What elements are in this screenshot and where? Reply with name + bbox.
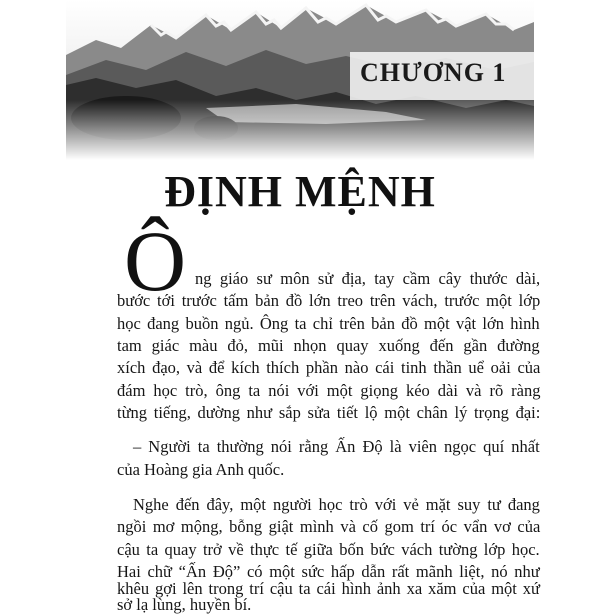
paragraph-line: ngồi mơ mộng, bỗng giật mình và cố gom trí óc vẩn vơ của [117,517,541,536]
quote-line: của Hoàng gia Anh quốc. [117,460,285,479]
paragraph-line: đám học trò, ông ta nói với một giọng kéo dài và rõ ràng [117,381,541,400]
paragraph-line: Hai chữ “Ấn Độ” có một sức hấp dẫn rất mãnh liệt, nó như [117,562,540,581]
paragraph-line: Nghe đến đây, một người học trò với vẻ mặt suy tư đang [133,495,540,514]
paragraph-line: khêu gợi lên trong trí cậu ta cái hình ảnh xa xăm của một xứ [117,579,540,598]
paragraph-line: bước tới trước tấm bản đồ lớn treo trên vách, trước một lớp [117,291,541,310]
paragraph-line: học đang buồn ngủ. Ông ta chỉ trên bản đồ một vật lớn hình [117,314,540,333]
drop-cap: Ô [124,213,187,309]
paragraph-line: xích đạo, và để kích thích phần nào cái tinh thần uể oải của [117,358,541,377]
paragraph-line: từng tiếng, dường như sắp sửa tiết lộ một chân lý trọng đại: [117,403,541,422]
paragraph-line: tam giác màu đỏ, mũi nhọn quay xuống đến gần đường [117,336,540,355]
paragraph-line: ng giáo sư môn sử địa, tay cầm cây thước dài, [195,269,541,288]
chapter-title: ĐỊNH MỆNH [164,167,436,216]
quote-line: – Người ta thường nói rằng Ấn Độ là viên ngọc quí nhất [133,437,540,456]
chapter-label: CHƯƠNG 1 [360,58,507,87]
paragraph-line: sở lạ lùng, huyền bí. [117,595,252,614]
paragraph-line: cậu ta quay trở về thực tế giữa bốn bức vách tường lớp học. [117,540,540,559]
